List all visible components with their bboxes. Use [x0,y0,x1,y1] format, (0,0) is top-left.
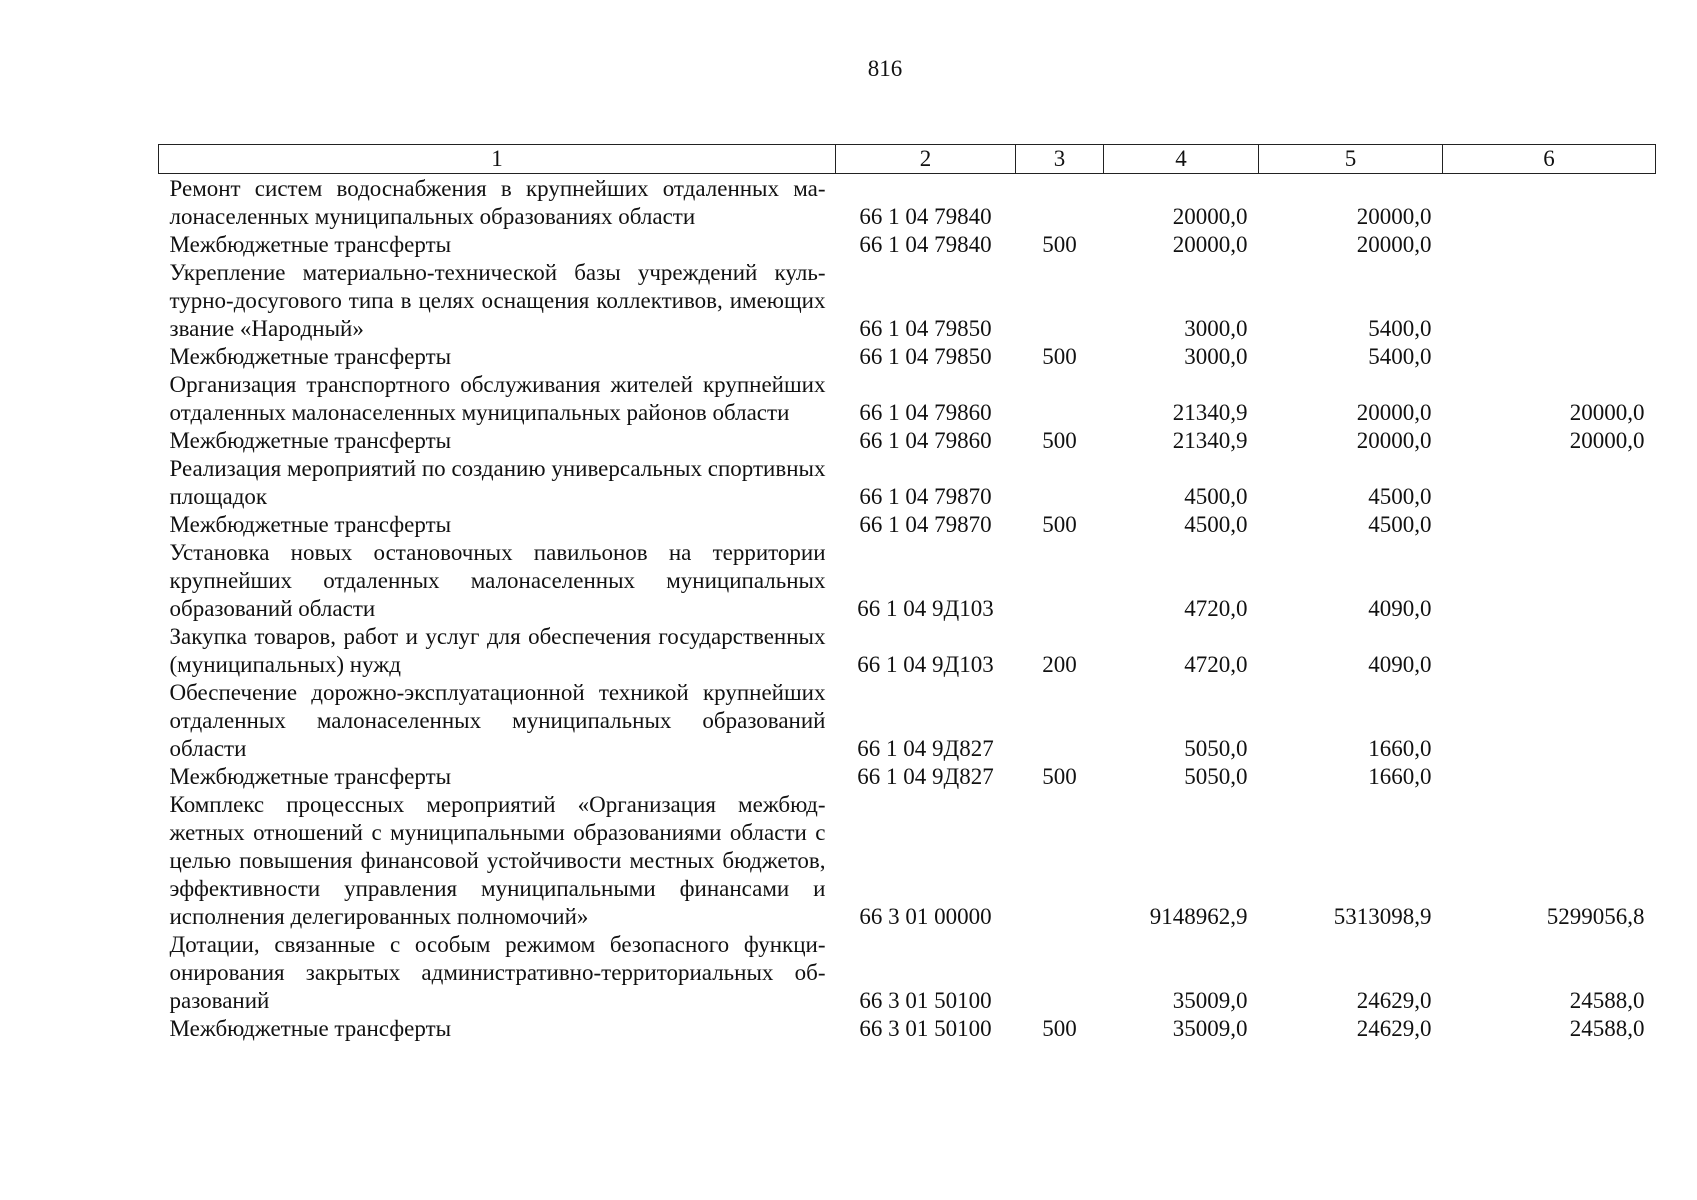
row-value-5: 4500,0 [1368,512,1432,537]
row-expense-type [1016,679,1104,763]
page-number: 816 [867,56,903,81]
row-code: 66 1 04 79840 [859,232,992,257]
row-expense-type: 500 [1042,232,1077,257]
row-code: 66 1 04 79860 [859,400,992,425]
row-value-4: 4720,0 [1184,652,1248,677]
table-row [159,763,1656,791]
row-value-6 [1443,511,1656,539]
row-name: Установка новых остановочных павильонов на территории крупнейших отдаленных малонаселенных муниципальных образований области [169,540,826,621]
row-name: Ремонт систем водоснабжения в крупнейших отдаленных малонаселенных муниципальных образованиях области [169,176,826,229]
table-row [159,511,1656,539]
row-name: Реализация мероприятий по созданию универсальных спортивных площадок [169,456,826,509]
row-expense-type [1016,791,1104,931]
column-header-4: 4 [1104,145,1259,174]
table-row [159,427,1656,455]
row-value-6 [1443,259,1656,343]
row-code: 66 3 01 50100 [859,1016,992,1041]
column-header-1: 1 [159,145,836,174]
row-value-4: 21340,9 [1172,400,1248,425]
row-name: Обеспечение дорожно-эксплуатационной техникой крупнейших отдаленных малонаселенных муниципальных образований области [169,680,826,761]
row-name: Комплекс процессных мероприятий «Организация межбюджетных отношений с муниципальными образованиями области с целью повышения финансовой устойчивости местных бюджетов, эффективности управления муниципальными финансами и исполнения делегированных полномочий» [169,792,826,929]
row-expense-type: 500 [1042,428,1077,453]
row-expense-type [1016,931,1104,1015]
row-code: 66 1 04 9Д827 [857,764,994,789]
row-value-5: 5400,0 [1368,344,1432,369]
row-value-6: 24588,0 [1569,988,1645,1013]
row-value-5: 1660,0 [1368,736,1432,761]
row-value-4: 3000,0 [1184,316,1248,341]
row-value-4: 4500,0 [1184,484,1248,509]
row-expense-type: 500 [1042,512,1077,537]
row-value-4: 9148962,9 [1149,904,1248,929]
row-value-6: 20000,0 [1569,400,1645,425]
row-value-5: 4500,0 [1368,484,1432,509]
table-row [159,174,1656,232]
table-row [159,539,1656,623]
column-header-3: 3 [1016,145,1104,174]
row-expense-type [1016,371,1104,427]
row-code: 66 3 01 00000 [859,904,992,929]
row-code: 66 1 04 79870 [859,512,992,537]
row-name: Межбюджетные трансферты [169,232,452,257]
row-value-4: 4720,0 [1184,596,1248,621]
row-value-4: 5050,0 [1184,736,1248,761]
row-value-5: 5313098,9 [1333,904,1432,929]
row-value-4: 20000,0 [1172,204,1248,229]
row-name: Межбюджетные трансферты [169,512,452,537]
row-code: 66 1 04 9Д827 [857,736,994,761]
row-value-6 [1443,343,1656,371]
column-header-6: 6 [1443,145,1656,174]
row-code: 66 1 04 79850 [859,316,992,341]
row-value-6 [1443,679,1656,763]
row-code: 66 3 01 50100 [859,988,992,1013]
row-value-5: 20000,0 [1356,232,1432,257]
table-row [159,931,1656,1015]
table-row [159,371,1656,427]
row-code: 66 1 04 79840 [859,204,992,229]
table-row [159,679,1656,763]
table-body [159,174,1656,1044]
row-value-4: 35009,0 [1172,988,1248,1013]
row-name: Межбюджетные трансферты [169,764,452,789]
row-value-5: 20000,0 [1356,204,1432,229]
row-value-4: 35009,0 [1172,1016,1248,1041]
table-row [159,455,1656,511]
table-row [159,259,1656,343]
table-row [159,791,1656,931]
row-value-6: 24588,0 [1569,1016,1645,1041]
row-expense-type [1016,259,1104,343]
row-value-5: 4090,0 [1368,596,1432,621]
row-value-6 [1443,539,1656,623]
row-code: 66 1 04 9Д103 [857,652,994,677]
row-value-6 [1443,231,1656,259]
row-expense-type [1016,539,1104,623]
table-row [159,343,1656,371]
row-value-5: 5400,0 [1368,316,1432,341]
row-value-5: 24629,0 [1356,1016,1432,1041]
row-code: 66 1 04 9Д103 [857,596,994,621]
row-value-6: 5299056,8 [1546,904,1645,929]
column-header-2: 2 [836,145,1016,174]
row-name: Дотации, связанные с особым режимом безопасного функционирования закрытых административно-территориальных образований [169,932,826,1013]
row-value-5: 4090,0 [1368,652,1432,677]
row-name: Межбюджетные трансферты [169,428,452,453]
row-value-6 [1443,455,1656,511]
table-row [159,623,1656,679]
row-value-6 [1443,763,1656,791]
column-header-5: 5 [1259,145,1443,174]
row-code: 66 1 04 79850 [859,344,992,369]
row-value-4: 4500,0 [1184,512,1248,537]
row-code: 66 1 04 79860 [859,428,992,453]
row-name: Межбюджетные трансферты [169,1016,452,1041]
row-value-4: 20000,0 [1172,232,1248,257]
row-value-5: 1660,0 [1368,764,1432,789]
row-value-6 [1443,623,1656,679]
budget-table [158,144,1656,1043]
row-expense-type: 500 [1042,344,1077,369]
row-value-5: 20000,0 [1356,400,1432,425]
row-code: 66 1 04 79870 [859,484,992,509]
row-expense-type: 500 [1042,1016,1077,1041]
row-value-4: 3000,0 [1184,344,1248,369]
row-value-6 [1443,174,1656,232]
row-name: Закупка товаров, работ и услуг для обеспечения государственных (муниципальных) нужд [169,624,826,677]
row-value-5: 20000,0 [1356,428,1432,453]
row-expense-type: 200 [1042,652,1077,677]
row-expense-type [1016,174,1104,232]
row-expense-type [1016,455,1104,511]
row-name: Межбюджетные трансферты [169,344,452,369]
header-row [159,145,1656,174]
row-value-4: 5050,0 [1184,764,1248,789]
table-header [159,145,1656,174]
row-expense-type: 500 [1042,764,1077,789]
row-value-6: 20000,0 [1569,428,1645,453]
table-row [159,1015,1656,1043]
row-value-5: 24629,0 [1356,988,1432,1013]
row-value-4: 21340,9 [1172,428,1248,453]
row-name: Организация транспортного обслуживания жителей крупнейших отдаленных малонаселенных муниципальных районов области [169,372,826,425]
row-name: Укрепление материально-технической базы учреждений культурно-досугового типа в целях оснащения коллективов, имеющих звание «Народный» [169,260,826,341]
table-row [159,231,1656,259]
